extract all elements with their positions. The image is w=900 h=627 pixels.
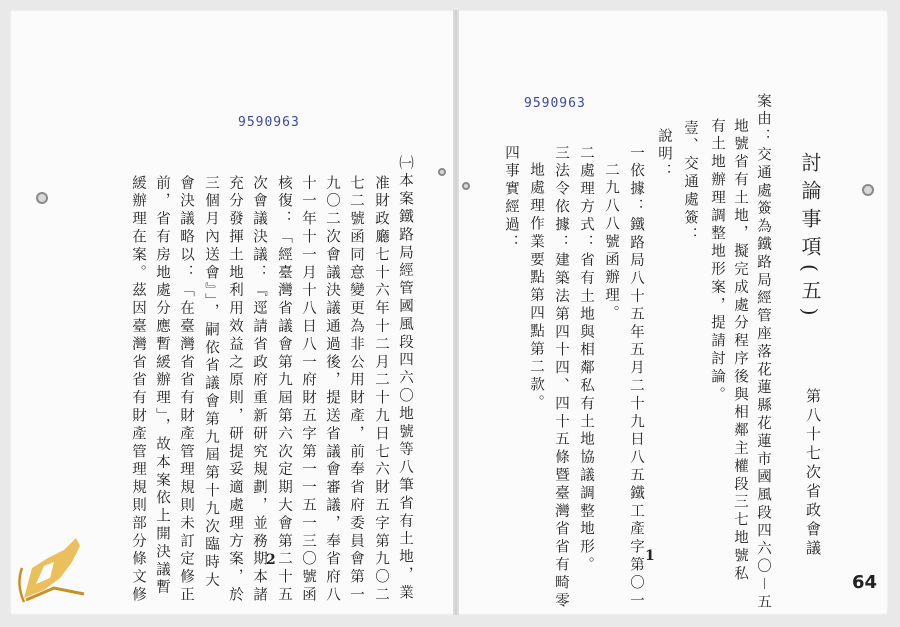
body-line: 九〇二次會議決議通過後，提送省議會審議，奉省府八 <box>324 175 340 605</box>
body-line: 七二號函同意變更為非公用財產，前奉省府委員會第一 <box>348 175 364 605</box>
case-line: 案由：交通處簽為鐵路局經管座落花蓮縣花蓮市國風段四六〇－五 <box>755 93 771 613</box>
archive-stamp-right: 9590963 <box>524 96 586 111</box>
binding-hole-left <box>36 192 48 204</box>
explanation-line: 三法令依據：建築法第四十四、四十五條暨臺灣省省有畸零 <box>553 145 569 611</box>
body-line: 會決議略以：「在臺灣省省有財產管理規則未訂定修正 <box>178 175 194 605</box>
book-gutter <box>453 10 459 615</box>
binding-hole-center-right <box>462 182 470 190</box>
body-line: 緩辦理在案。茲因臺灣省省有財產管理規則部分條文修 <box>130 175 146 605</box>
binding-hole-center-left <box>438 168 446 176</box>
body-line: ㈠本案鐵路局經管國風段四六〇地號等八筆省有土地，業 <box>397 155 413 603</box>
explanation-line: 地處理作業要點第四點第二款。 <box>528 162 544 413</box>
body-line: 三個月內送會』」，嗣依省議會第九屆第十九次臨時大 <box>203 175 219 591</box>
body-line: 充分發揮土地利用效益之原則，研提妥適處理方案，於 <box>227 175 243 605</box>
body-line: 核復：「經臺灣省議會第九屆第六次定期大會第二十五 <box>276 175 292 605</box>
body-line: 前，省有房地處分應暫緩辦理」，故本案依上開決議暫 <box>154 175 170 598</box>
explanation-line: 四事實經過： <box>503 145 519 253</box>
explanation-line: 二處理方式：省有土地與相鄰私有土地協議調整地形。 <box>578 145 594 575</box>
body-line: 次會議決議：『逕請省政府重新研究規劃，並務期本諸 <box>251 175 267 605</box>
body-line: 准財政廳七十六年十二月二十九日七六財五字第九〇二 <box>373 175 389 605</box>
section-heading: 壹、交通處簽： <box>682 120 698 246</box>
case-line: 地號省有土地，擬完成處分程序後與相鄰主權段三七地號私 <box>732 118 748 584</box>
page-number-right: 1 <box>645 548 655 564</box>
case-line: 有土地辦理調整地形案，提請討論。 <box>709 118 725 405</box>
explanation-line: 二九八八號函辦理。 <box>603 162 619 324</box>
page-heading: 討論事項(五) <box>798 152 822 324</box>
page-number-left: 2 <box>266 552 276 568</box>
explanation-label: 說明： <box>656 128 672 182</box>
explanation-line: 一依據：鐵路局八十五年五月二十九日八五鐵工產字第〇一 <box>628 145 644 611</box>
body-line: 十一年十一月十八日八一府財五字第一一五一三〇號函 <box>300 175 316 605</box>
archive-stamp-left: 9590963 <box>238 115 300 130</box>
binding-hole-right <box>862 184 874 196</box>
folio-number: 64 <box>852 572 878 593</box>
library-logo-icon <box>14 528 92 608</box>
meeting-title: 第八十七次省政會議 <box>804 388 822 559</box>
